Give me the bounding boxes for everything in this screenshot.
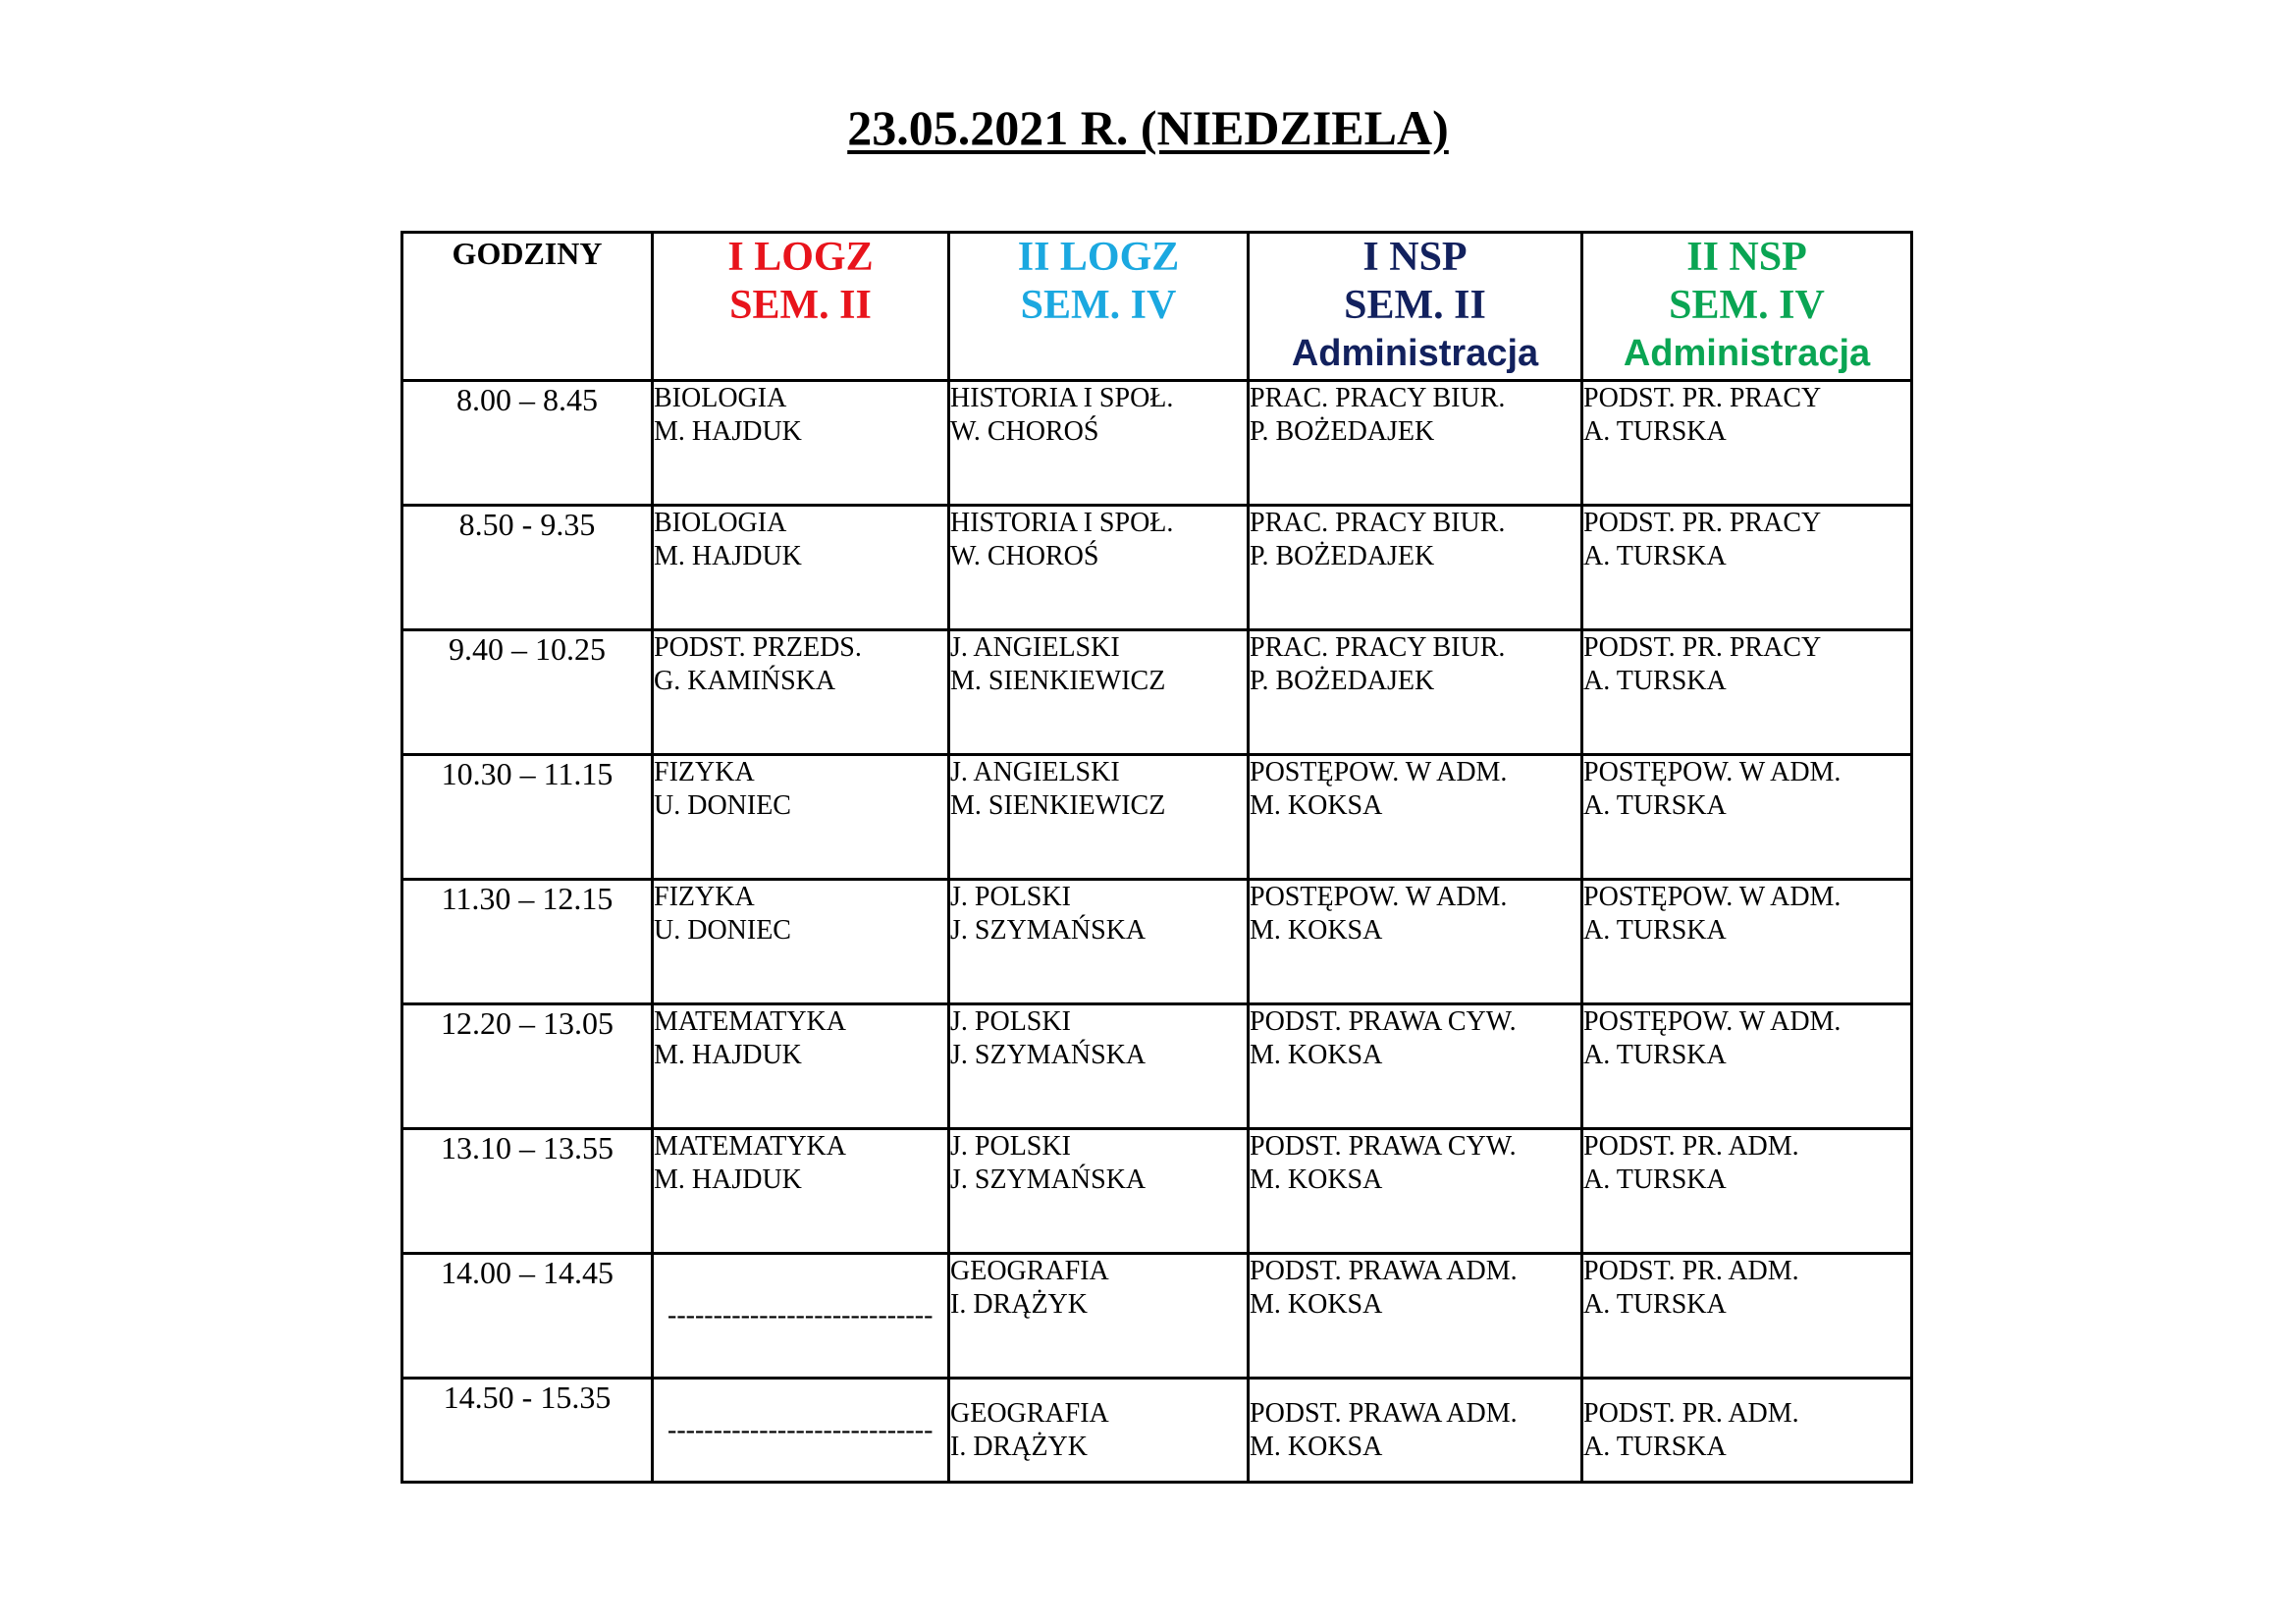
- schedule-cell: [1582, 630, 1912, 755]
- teacher-name: J. SZYMAŃSKA: [950, 915, 1147, 946]
- time-slot: 8.00 – 8.45: [402, 381, 653, 506]
- schedule-cell: [1582, 1254, 1912, 1379]
- page-title-text: 23.05.2021 R. (NIEDZIELA): [847, 100, 1449, 155]
- subject-name: GEOGRAFIA: [950, 1398, 1109, 1429]
- teacher-name: M. KOKSA: [1250, 790, 1383, 821]
- subject-name: POSTĘPOW. W ADM.: [1250, 757, 1508, 787]
- teacher-name: M. HAJDUK: [654, 1040, 802, 1070]
- subject-name: PODST. PR. ADM.: [1583, 1256, 1799, 1286]
- schedule-cell: [1582, 755, 1912, 880]
- table-row: [402, 381, 1912, 506]
- teacher-name: M. KOKSA: [1250, 1164, 1383, 1195]
- subject-name: POSTĘPOW. W ADM.: [1583, 757, 1842, 787]
- teacher-name: U. DONIEC: [654, 915, 791, 946]
- header-col-2-line2: SEM. IV: [1020, 283, 1177, 328]
- subject-name: HISTORIA I SPOŁ.: [950, 383, 1174, 413]
- header-col-3-line3: Administracja: [1291, 333, 1539, 374]
- subject-name: POSTĘPOW. W ADM.: [1583, 882, 1842, 912]
- subject-name: PODST. PRAWA CYW.: [1250, 1006, 1517, 1037]
- time-slot: 12.20 – 13.05: [402, 1004, 653, 1129]
- header-col-2-line1: II LOGZ: [1017, 235, 1180, 280]
- subject-name: POSTĘPOW. W ADM.: [1250, 882, 1508, 912]
- teacher-name: P. BOŻEDAJEK: [1250, 541, 1435, 571]
- subject-name: POSTĘPOW. W ADM.: [1583, 1006, 1842, 1037]
- teacher-name: W. CHOROŚ: [950, 541, 1099, 571]
- schedule-cell: [1249, 1254, 1582, 1379]
- schedule-cell: [949, 630, 1249, 755]
- schedule-cell: [1249, 630, 1582, 755]
- table-row: [402, 755, 1912, 880]
- table-row: [402, 506, 1912, 630]
- teacher-name: A. TURSKA: [1583, 416, 1727, 447]
- teacher-name: A. TURSKA: [1583, 1432, 1727, 1462]
- schedule-cell: [949, 755, 1249, 880]
- time-slot: 10.30 – 11.15: [402, 755, 653, 880]
- header-col-3-line2: SEM. II: [1344, 283, 1486, 328]
- subject-name: PODST. PRAWA ADM.: [1250, 1398, 1518, 1429]
- subject-name: PODST. PR. PRACY: [1583, 632, 1822, 663]
- teacher-name: M. SIENKIEWICZ: [950, 666, 1166, 696]
- header-col-3-line1: I NSP: [1362, 235, 1468, 280]
- table-row: [402, 1254, 1912, 1379]
- teacher-name: A. TURSKA: [1583, 1289, 1727, 1320]
- schedule-cell: [653, 880, 949, 1004]
- teacher-name: A. TURSKA: [1583, 666, 1727, 696]
- time-slot: 14.50 - 15.35: [402, 1379, 653, 1483]
- teacher-name: M. KOKSA: [1250, 1040, 1383, 1070]
- table-row: [402, 1379, 1912, 1483]
- schedule-cell: [1249, 381, 1582, 506]
- subject-name: PRAC. PRACY BIUR.: [1250, 508, 1506, 538]
- subject-name: HISTORIA I SPOŁ.: [950, 508, 1174, 538]
- schedule-cell: [1249, 1129, 1582, 1254]
- table-row: [402, 1129, 1912, 1254]
- subject-name: J. POLSKI: [950, 1131, 1071, 1162]
- teacher-name: A. TURSKA: [1583, 1164, 1727, 1195]
- time-slot: 14.00 – 14.45: [402, 1254, 653, 1379]
- header-col-1: [653, 233, 949, 381]
- header-col-1-line1: I LOGZ: [727, 235, 874, 280]
- page-title: [0, 98, 2296, 157]
- schedule-cell: [653, 1379, 949, 1483]
- teacher-name: U. DONIEC: [654, 790, 791, 821]
- schedule-cell: [949, 381, 1249, 506]
- schedule-cell: [653, 381, 949, 506]
- subject-name: PODST. PR. PRACY: [1583, 383, 1822, 413]
- teacher-name: M. SIENKIEWICZ: [950, 790, 1166, 821]
- table-row: [402, 1004, 1912, 1129]
- teacher-name: P. BOŻEDAJEK: [1250, 416, 1435, 447]
- teacher-name: A. TURSKA: [1583, 915, 1727, 946]
- schedule-cell: [1582, 1379, 1912, 1483]
- table-row: [402, 880, 1912, 1004]
- teacher-name: W. CHOROŚ: [950, 416, 1099, 447]
- header-col-4: [1582, 233, 1912, 381]
- schedule-cell: [949, 1004, 1249, 1129]
- time-slot: 13.10 – 13.55: [402, 1129, 653, 1254]
- subject-name: FIZYKA: [654, 757, 755, 787]
- schedule-cell: [653, 1254, 949, 1379]
- subject-name: PODST. PR. ADM.: [1583, 1131, 1799, 1162]
- schedule-cell: [949, 506, 1249, 630]
- subject-name: MATEMATYKA: [654, 1131, 846, 1162]
- header-col-1-line2: SEM. II: [729, 283, 872, 328]
- teacher-name: M. HAJDUK: [654, 416, 802, 447]
- teacher-name: J. SZYMAŃSKA: [950, 1164, 1147, 1195]
- subject-name: PODST. PRZEDS.: [654, 632, 862, 663]
- subject-name: -----------------------------: [667, 1414, 934, 1445]
- teacher-name: M. HAJDUK: [654, 1164, 802, 1195]
- teacher-name: A. TURSKA: [1583, 541, 1727, 571]
- time-slot: 9.40 – 10.25: [402, 630, 653, 755]
- teacher-name: J. SZYMAŃSKA: [950, 1040, 1147, 1070]
- schedule-cell: [653, 1004, 949, 1129]
- subject-name: PRAC. PRACY BIUR.: [1250, 632, 1506, 663]
- teacher-name: M. KOKSA: [1250, 1432, 1383, 1462]
- subject-name: -----------------------------: [667, 1300, 934, 1330]
- teacher-name: A. TURSKA: [1583, 1040, 1727, 1070]
- subject-name: J. ANGIELSKI: [950, 632, 1120, 663]
- subject-name: PODST. PR. ADM.: [1583, 1398, 1799, 1429]
- subject-name: GEOGRAFIA: [950, 1256, 1109, 1286]
- schedule-cell: [1582, 381, 1912, 506]
- schedule-cell: [949, 1254, 1249, 1379]
- header-col-4-line3: Administracja: [1623, 333, 1871, 374]
- subject-name: J. POLSKI: [950, 1006, 1071, 1037]
- teacher-name: M. HAJDUK: [654, 541, 802, 571]
- schedule-cell: [949, 1129, 1249, 1254]
- schedule-cell: [653, 1129, 949, 1254]
- header-col-4-line2: SEM. IV: [1669, 283, 1825, 328]
- schedule-cell: [1249, 1004, 1582, 1129]
- subject-name: J. POLSKI: [950, 882, 1071, 912]
- schedule-cell: [1582, 1129, 1912, 1254]
- subject-name: PODST. PRAWA ADM.: [1250, 1256, 1518, 1286]
- subject-name: MATEMATYKA: [654, 1006, 846, 1037]
- subject-name: BIOLOGIA: [654, 508, 787, 538]
- subject-name: PRAC. PRACY BIUR.: [1250, 383, 1506, 413]
- header-col-3: [1249, 233, 1582, 381]
- schedule-cell: [653, 506, 949, 630]
- schedule-cell: [1249, 755, 1582, 880]
- schedule-cell: [949, 880, 1249, 1004]
- subject-name: FIZYKA: [654, 882, 755, 912]
- schedule-body: [402, 381, 1912, 1483]
- subject-name: PODST. PR. PRACY: [1583, 508, 1822, 538]
- subject-name: J. ANGIELSKI: [950, 757, 1120, 787]
- time-slot: 11.30 – 12.15: [402, 880, 653, 1004]
- header-col-4-line1: II NSP: [1686, 235, 1807, 280]
- teacher-name: P. BOŻEDAJEK: [1250, 666, 1435, 696]
- schedule-cell: [949, 1379, 1249, 1483]
- header-godziny: GODZINY: [402, 233, 653, 381]
- subject-name: BIOLOGIA: [654, 383, 787, 413]
- schedule-cell: [1582, 506, 1912, 630]
- schedule-cell: [1582, 1004, 1912, 1129]
- subject-name: PODST. PRAWA CYW.: [1250, 1131, 1517, 1162]
- time-slot: 8.50 - 9.35: [402, 506, 653, 630]
- teacher-name: I. DRĄŻYK: [950, 1289, 1088, 1320]
- schedule-cell: [653, 630, 949, 755]
- schedule-cell: [1249, 506, 1582, 630]
- header-row: [402, 233, 1912, 381]
- teacher-name: I. DRĄŻYK: [950, 1432, 1088, 1462]
- schedule-cell: [653, 755, 949, 880]
- schedule-cell: [1249, 1379, 1582, 1483]
- teacher-name: A. TURSKA: [1583, 790, 1727, 821]
- teacher-name: M. KOKSA: [1250, 1289, 1383, 1320]
- teacher-name: M. KOKSA: [1250, 915, 1383, 946]
- schedule-cell: [1582, 880, 1912, 1004]
- table-row: [402, 630, 1912, 755]
- teacher-name: G. KAMIŃSKA: [654, 666, 836, 696]
- schedule-table: [400, 231, 1913, 1484]
- schedule-cell: [1249, 880, 1582, 1004]
- header-col-2: [949, 233, 1249, 381]
